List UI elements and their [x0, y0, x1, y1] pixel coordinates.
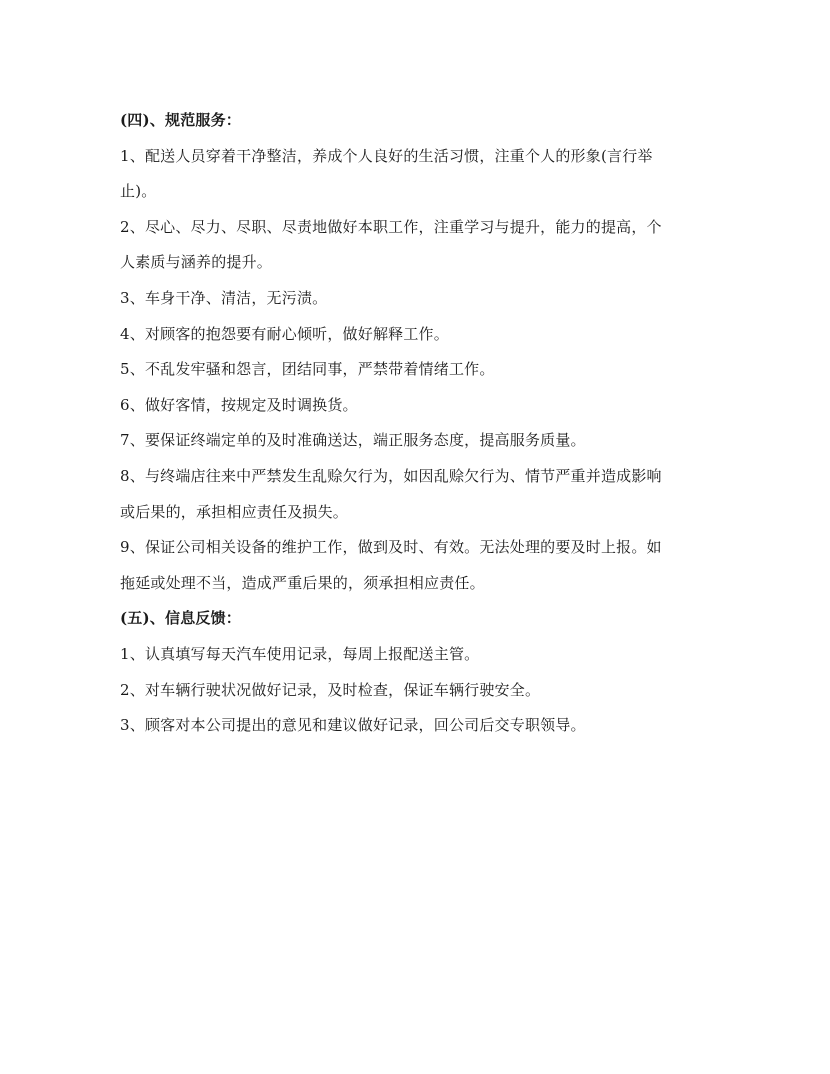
paragraph-line: 7、要保证终端定单的及时准确送达，端正服务态度，提高服务质量。: [120, 431, 586, 450]
section-heading-4: (四)、规范服务：: [120, 111, 241, 129]
paragraph-line: 1、认真填写每天汽车使用记录，每周上报配送主管。: [120, 644, 480, 663]
paragraph-line: 3、车身干净、清洁，无污渍。: [120, 288, 328, 307]
paragraph-line: 1、配送人员穿着干净整洁，养成个人良好的生活习惯，注重个人的形象(言行举: [120, 146, 653, 165]
paragraph-line: 或后果的，承担相应责任及损失。: [120, 502, 349, 521]
document-body: [120, 103, 710, 744]
paragraph-line: 6、做好客情，按规定及时调换货。: [120, 395, 358, 414]
paragraph-line: 2、对车辆行驶状况做好记录，及时检查，保证车辆行驶安全。: [120, 680, 541, 699]
section-heading-5: (五)、信息反馈：: [120, 609, 241, 628]
paragraph-line: 9、保证公司相关设备的维护工作，做到及时、有效。无法处理的要及时上报。如: [120, 538, 662, 557]
paragraph-line: 人素质与涵养的提升。: [120, 253, 273, 272]
paragraph-line: 2、尽心、尽力、尽职、尽责地做好本职工作，注重学习与提升，能力的提高，个: [120, 217, 662, 236]
paragraph-line: 8、与终端店往来中严禁发生乱赊欠行为，如因乱赊欠行为、情节严重并造成影响: [120, 466, 662, 485]
paragraph-line: 5、不乱发牢骚和怨言，团结同事，严禁带着情绪工作。: [120, 360, 495, 379]
paragraph-line: 止)。: [120, 182, 157, 201]
paragraph-line: 3、顾客对本公司提出的意见和建议做好记录，回公司后交专职领导。: [120, 716, 586, 735]
paragraph-line: 拖延或处理不当，造成严重后果的，须承担相应责任。: [120, 573, 485, 592]
paragraph-line: 4、对顾客的抱怨要有耐心倾听，做好解释工作。: [120, 324, 449, 343]
